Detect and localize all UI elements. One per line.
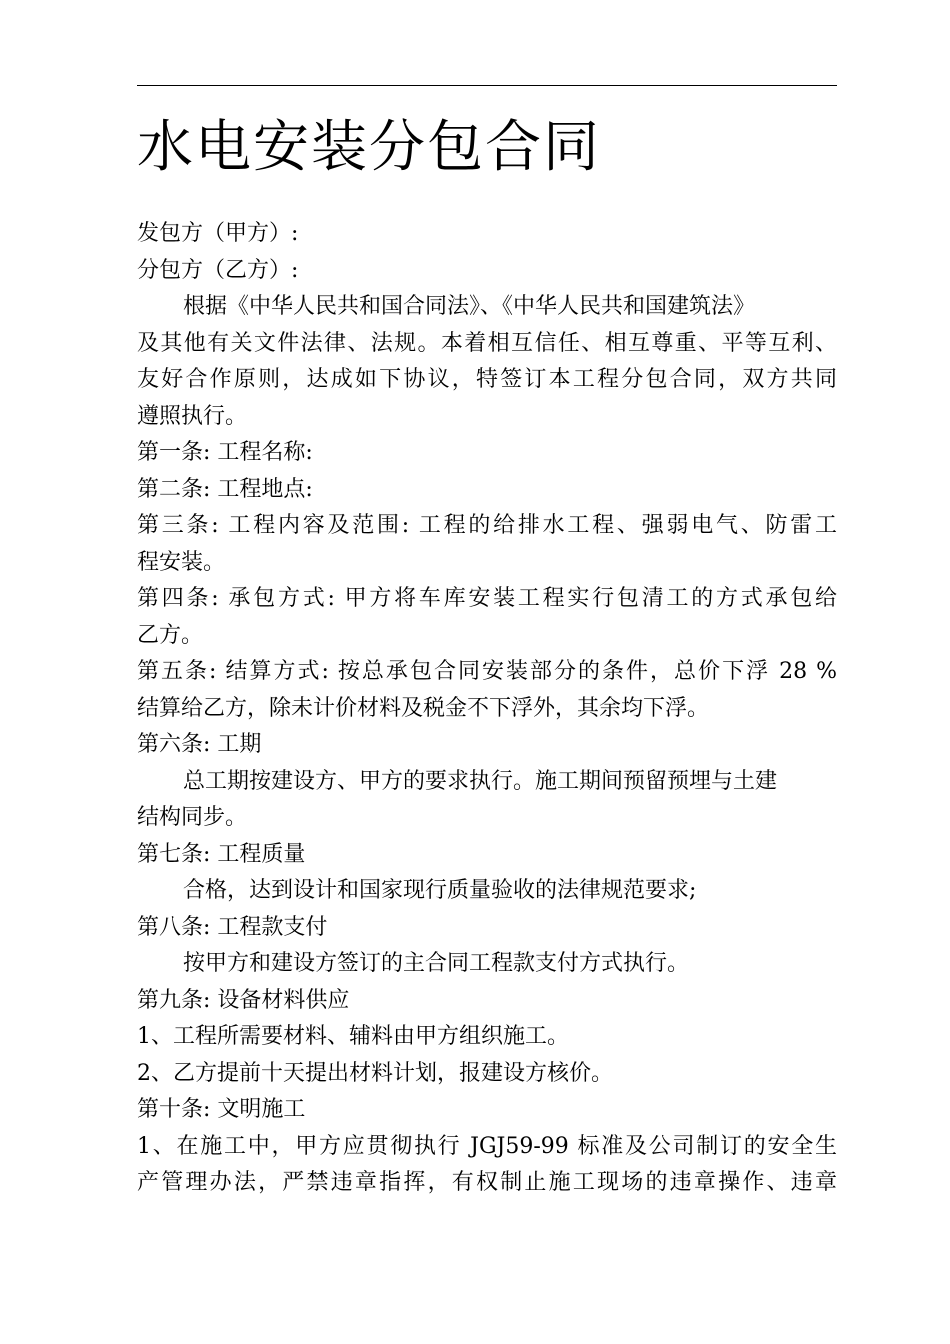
article-9-item: 1、工程所需要材料、辅料由甲方组织施工。: [137, 1024, 569, 1049]
article-6-text: 结构同步。: [137, 805, 248, 830]
article-8-text: 按甲方和建设方签订的主合同工程款支付方式执行。: [183, 951, 690, 976]
article-4-text: 乙方。: [137, 622, 204, 648]
preamble-line: 遵照执行。: [137, 403, 248, 429]
article-3-text: 程安装。: [137, 549, 226, 575]
article-9-item: 2、乙方提前十天提出材料计划，报建设方核价。: [137, 1060, 613, 1086]
party-a-line: 发包方（甲方）:: [137, 221, 299, 246]
article-3-text: 第三条: 工程内容及范围: 工程的给排水工程、强弱电气、防雷工: [137, 513, 837, 538]
article-7-text: 合格，达到设计和国家现行质量验收的法律规范要求;: [183, 878, 697, 903]
article-8-heading: 第八条: 工程款支付: [137, 914, 328, 940]
article-2-heading: 第二条: 工程地点:: [137, 476, 313, 502]
article-10-item: 产管理办法，严禁违章指挥，有权制止施工现场的违章操作、违章: [137, 1170, 837, 1195]
party-b-line: 分包方（乙方）:: [137, 257, 299, 283]
preamble-line: 及其他有关文件法律、法规。本着相互信任、相互尊重、平等互利、: [137, 330, 837, 356]
header-rule: [137, 85, 837, 86]
article-6-heading: 第六条: 工期: [137, 732, 262, 757]
preamble-line: 友好合作原则，达成如下协议，特签订本工程分包合同，双方共同: [137, 367, 837, 392]
document-body: [137, 216, 837, 1202]
article-6-text: 总工期按建设方、甲方的要求执行。施工期间预留预埋与土建: [183, 768, 778, 794]
article-4-text: 第四条: 承包方式: 甲方将车库安装工程实行包清工的方式承包给: [137, 586, 837, 611]
article-5-text: 结算给乙方，除未计价材料及税金不下浮外，其余均下浮。: [137, 695, 710, 721]
article-5-text: 第五条: 结算方式: 按总承包合同安装部分的条件，总价下浮 28 %: [137, 659, 837, 684]
article-10-item: 1、在施工中，甲方应贯彻执行 JGJ59-99 标准及公司制订的安全生: [137, 1133, 837, 1159]
preamble-line: 根据《中华人民共和国合同法》、《中华人民共和国建筑法》: [183, 294, 756, 319]
article-7-heading: 第七条: 工程质量: [137, 841, 306, 867]
article-1-heading: 第一条: 工程名称:: [137, 440, 313, 465]
article-10-heading: 第十条: 文明施工: [137, 1097, 306, 1122]
article-9-heading: 第九条: 设备材料供应: [137, 987, 350, 1013]
document-title: 水电安装分包合同: [137, 115, 601, 180]
